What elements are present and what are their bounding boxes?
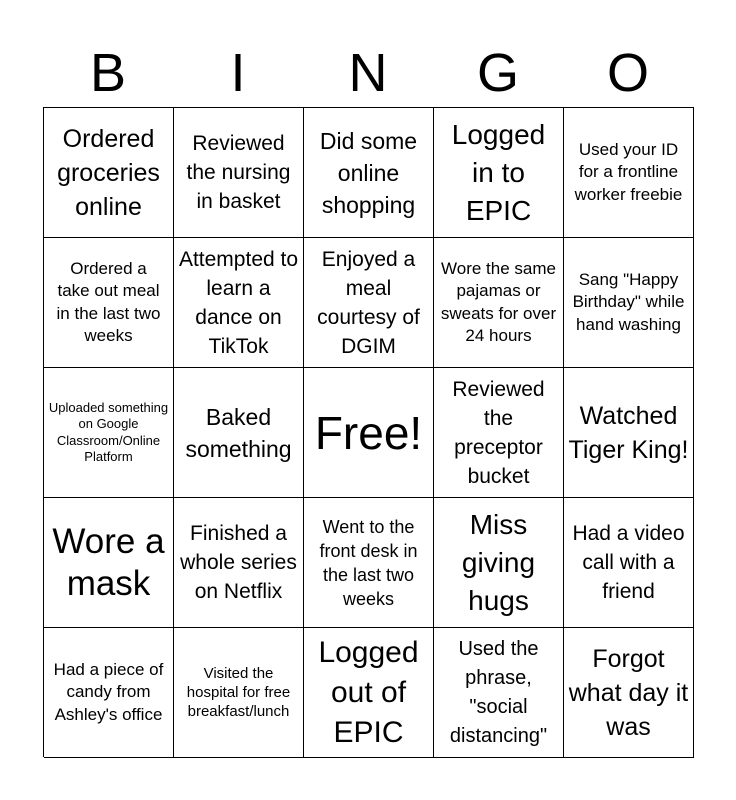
cell-text: Wore the same pajamas or sweats for over 24 hours xyxy=(440,258,557,345)
bingo-cell[interactable] xyxy=(304,108,434,238)
cell-text: Reviewed the preceptor bucket xyxy=(452,377,545,488)
cell-text: Went to the front desk in the last two weeks xyxy=(319,516,418,609)
bingo-cell[interactable] xyxy=(44,368,174,498)
header-letter-b: B xyxy=(89,43,127,103)
cell-text: Watched Tiger King! xyxy=(568,401,689,464)
bingo-cell[interactable] xyxy=(434,108,564,238)
bingo-cell[interactable] xyxy=(44,108,174,238)
bingo-cell[interactable] xyxy=(44,238,174,368)
bingo-cell[interactable] xyxy=(174,628,304,758)
bingo-cell[interactable] xyxy=(434,628,564,758)
bingo-card-grid xyxy=(43,107,694,757)
bingo-cell[interactable] xyxy=(174,368,304,498)
cell-text: Reviewed the nursing in basket xyxy=(186,132,291,213)
bingo-cell[interactable] xyxy=(44,628,174,758)
bingo-cell[interactable] xyxy=(564,108,694,238)
cell-text: Had a piece of candy from Ashley's office xyxy=(53,659,164,724)
bingo-cell[interactable] xyxy=(174,498,304,628)
cell-text: Logged out of EPIC xyxy=(318,635,419,749)
cell-text: Finished a whole series on Netflix xyxy=(180,522,297,603)
bingo-cell[interactable] xyxy=(434,368,564,498)
cell-text: Ordered a take out meal in the last two weeks xyxy=(56,258,161,345)
header-letter-n: N xyxy=(348,43,388,103)
cell-text: Ordered groceries online xyxy=(57,124,160,221)
cell-text: Forgot what day it was xyxy=(568,644,689,741)
cell-text: Attempted to learn a dance on TikTok xyxy=(178,247,299,358)
cell-text: Had a video call with a friend xyxy=(572,522,685,603)
cell-text: Baked something xyxy=(185,403,292,462)
bingo-cell[interactable] xyxy=(174,238,304,368)
bingo-cell[interactable] xyxy=(304,238,434,368)
cell-text: Sang "Happy Birthday" while hand washing xyxy=(572,269,685,334)
cell-text: Enjoyed a meal courtesy of DGIM xyxy=(317,247,420,358)
cell-text: Did some online shopping xyxy=(319,127,418,218)
bingo-cell[interactable] xyxy=(434,498,564,628)
bingo-cell[interactable] xyxy=(174,108,304,238)
header-letter-g: G xyxy=(476,43,519,103)
bingo-header xyxy=(43,42,693,104)
cell-text: Logged in to EPIC xyxy=(451,118,546,226)
cell-text: Uploaded something on Google Classroom/Online Platform xyxy=(48,399,169,464)
cell-text: Used your ID for a frontline worker freebie xyxy=(574,139,683,204)
cell-text: Miss giving hugs xyxy=(461,508,536,616)
cell-text: Visited the hospital for free breakfast/lunch xyxy=(186,665,291,720)
bingo-cell[interactable] xyxy=(304,628,434,758)
bingo-cell-free[interactable] xyxy=(304,368,434,498)
cell-text: Wore a mask xyxy=(52,521,165,603)
bingo-cell[interactable] xyxy=(304,498,434,628)
bingo-cell[interactable] xyxy=(564,368,694,498)
bingo-cell[interactable] xyxy=(44,498,174,628)
bingo-cell[interactable] xyxy=(564,498,694,628)
bingo-cell[interactable] xyxy=(564,628,694,758)
free-space-text: Free! xyxy=(314,406,423,459)
header-letter-o: O xyxy=(606,43,649,103)
header-letter-i: I xyxy=(230,43,246,103)
bingo-cell[interactable] xyxy=(564,238,694,368)
cell-text: Used the phrase, "social distancing" xyxy=(449,637,548,747)
bingo-cell[interactable] xyxy=(434,238,564,368)
